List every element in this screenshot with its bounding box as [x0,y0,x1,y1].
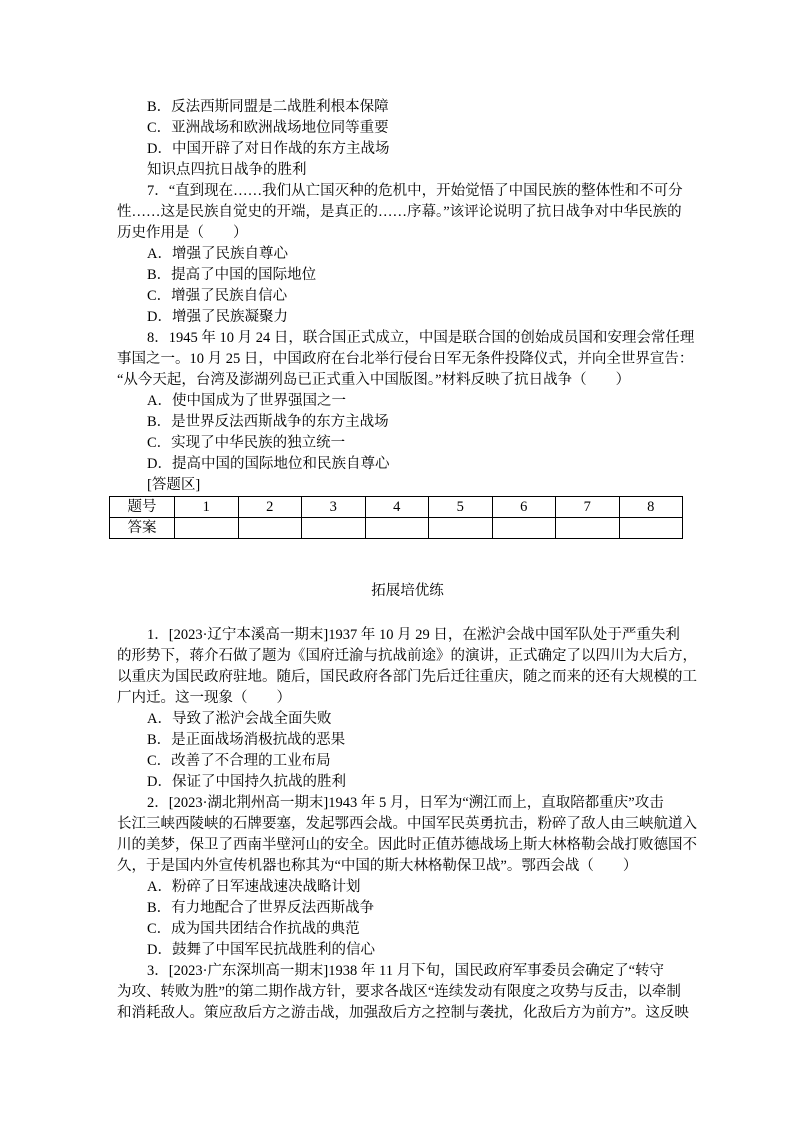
prev-question-option-b: B．反法西斯同盟是二战胜利根本保障 [147,99,389,115]
answer-cell-5[interactable] [429,518,493,539]
extension-question-3 [117,961,698,1024]
ext-q2-option-a: A．粉碎了日军速战速决战略计划 [147,879,361,895]
question8-option-a: A．使中国成为了世界强国之一 [147,393,346,409]
question8-stem-line-2: 事国之一。10 月 25 日，中国政府在台北举行侵台日军无条件投降仪式，并向全世界宣告： [117,351,694,367]
ext-q1-option-b: B．是正面战场消极抗战的恶果 [147,732,346,748]
answer-table-number-row [110,497,683,518]
question-number-cell-1: 1 [175,497,239,518]
extension-question-1 [117,625,698,793]
ext-q1-stem-line-3: 以重庆为国民政府驻地。随后，国民政府各部门先后迁往重庆，随之而来的还有大规模的工 [117,669,697,685]
question8-option-b: B．是世界反法西斯战争的东方主战场 [147,414,389,430]
question7-stem-line-1: 7．“直到现在……我们从亡国灭种的危机中，开始觉悟了中国民族的整体性和不可分 [147,183,683,199]
ext-q3-stem-line-1: 3．[2023·广东深圳高一期末]1938 年 11 月下旬，国民政府军事委员会确定了“转守 [147,963,665,979]
question7-option-d: D．增强了民族凝聚力 [147,309,288,325]
question8-stem-line-1: 8．1945 年 10 月 24 日，联合国正式成立，中国是联合国的创始成员国和安理会常任理 [147,330,695,346]
ext-q2-stem-line-2: 长江三峡西陵峡的石牌要塞，发起鄂西会战。中国军民英勇抗击，粉碎了敌人由三峡航道入 [117,816,697,832]
knowledge-point-heading: 知识点四抗日战争的胜利 [147,162,307,178]
answer-cell-8[interactable] [619,518,683,539]
question-number-cell-2: 2 [238,497,302,518]
prev-question-option-c: C．亚洲战场和欧洲战场地位同等重要 [147,120,389,136]
ext-q2-option-c: C．成为国共团结合作抗战的典范 [147,921,360,937]
question7-option-c: C．增强了民族自信心 [147,288,288,304]
answer-cell-2[interactable] [238,518,302,539]
ext-q1-stem-line-1: 1．[2023·辽宁本溪高一期末]1937 年 10 月 29 日，在淞沪会战中国军队处于严重失利 [147,627,680,643]
answer-cell-7[interactable] [556,518,620,539]
question7-option-a: A．增强了民族自尊心 [147,246,288,262]
answer-cell-6[interactable] [492,518,556,539]
answer-cell-1[interactable] [175,518,239,539]
answer-table-answer-row [110,518,683,539]
question8-option-d: D．提高中国的国际地位和民族自尊心 [147,456,390,472]
table-header-question-number: 题号 [110,497,175,518]
answer-cell-4[interactable] [365,518,429,539]
question-number-cell-3: 3 [302,497,366,518]
question-number-cell-7: 7 [556,497,620,518]
question-number-cell-6: 6 [492,497,556,518]
answer-area-label: [答题区] [147,477,201,493]
ext-q1-option-d: D．保证了中国持久抗战的胜利 [147,774,346,790]
answer-table [109,496,683,539]
ext-q1-option-a: A．导致了淞沪会战全面失败 [147,711,332,727]
question7-stem-line-3: 历史作用是（ ） [117,225,248,241]
worksheet-content [117,97,698,1024]
prev-question-option-d: D．中国开辟了对日作战的东方主战场 [147,141,390,157]
question-number-cell-5: 5 [429,497,493,518]
ext-q3-stem-line-3: 和消耗敌人。策应敌后方之游击战，加强敌后方之控制与袭扰，化敌后方为前方”。这反映 [117,1005,689,1021]
ext-q3-stem-line-2: 为攻、转败为胜”的第二期作战方针，要求各战区“连续发动有限度之攻势与反击，以牵制 [117,984,681,1000]
extension-question-2 [117,793,698,961]
question8-stem-line-3: “从今天起，台湾及澎湖列岛已正式重入中国版图。”材料反映了抗日战争（ ） [117,372,631,388]
ext-q2-stem-line-3: 川的美梦，保卫了西南半壁河山的安全。因此时正值苏德战场上斯大林格勒会战打败德国不 [117,837,697,853]
question-number-cell-8: 8 [619,497,683,518]
ext-q1-stem-line-4: 厂内迁。这一现象（ ） [117,690,291,706]
table-header-answer: 答案 [110,518,175,539]
ext-q2-option-b: B．有力地配合了世界反法西斯战争 [147,900,375,916]
ext-q2-stem-line-1: 2．[2023·湖北荆州高一期末]1943 年 5 月，日军为“溯江而上，直取陪都重庆”攻击 [147,795,664,811]
extension-section-title: 拓展培优练 [371,583,444,599]
question7-stem-line-2: 性……这是民族自觉史的开端，是真正的……序幕。”该评论说明了抗日战争对中华民族的 [117,204,682,220]
ext-q1-stem-line-2: 的形势下，蒋介石做了题为《国府迁渝与抗战前途》的演讲，正式确定了以四川为大后方， [117,648,697,664]
ext-q1-option-c: C．改善了不合理的工业布局 [147,753,331,769]
question8-option-c: C．实现了中华民族的独立统一 [147,435,346,451]
question7-option-b: B．提高了中国的国际地位 [147,267,317,283]
question-number-cell-4: 4 [365,497,429,518]
ext-q2-option-d: D．鼓舞了中国军民抗战胜利的信心 [147,942,375,958]
ext-q2-stem-line-4: 久，于是国内外宣传机器也称其为“中国的斯大林格勒保卫战”。鄂西会战（ ） [117,858,638,874]
answer-cell-3[interactable] [302,518,366,539]
